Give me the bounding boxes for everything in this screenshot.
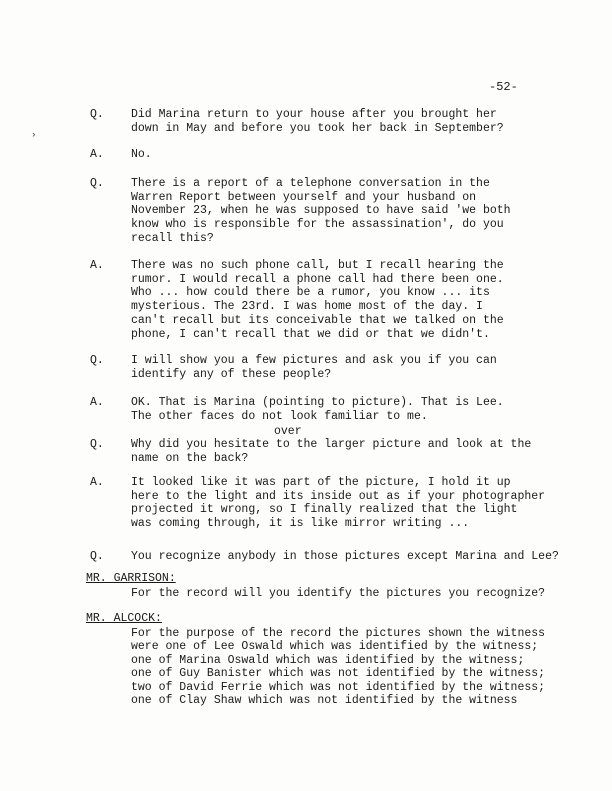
entry-label: Q. — [90, 108, 104, 121]
entry-text: No. — [131, 148, 152, 161]
entry-text: It looked like it was part of the picture, I hold it up here to the light and its inside out as if your photographer projected it wrong, so I finally realized that the light was coming through, it is like mirror writing ... — [131, 476, 546, 531]
entry-text: Why did you hesitate to the larger picture and look at the name on the back? — [131, 438, 532, 465]
entry-text: OK. That is Marina (pointing to picture). That is Lee. The other faces do not look familiar to me. — [131, 396, 504, 423]
entry-label: A. — [90, 476, 104, 489]
entry-text: You recognize anybody in those pictures except Marina and Lee? — [131, 550, 559, 563]
over-note: over — [274, 425, 302, 438]
speaker-statement: For the purpose of the record the pictures shown the witness were one of Lee Oswald which was identified by the witness; one of Marina Oswald which was identified by the witness; one of Guy Banister which was not identified by the witness; two of David Ferrie which was not identified by the witness; one of Clay Shaw which was not identified by the witness — [131, 627, 546, 708]
entry-text: Did Marina return to your house after you brought her down in May and before you took her back in September? — [131, 108, 504, 135]
entry-text: There was no such phone call, but I recall hearing the rumor. I would recall a phone call had there been one. Who ... how could there be a rumor, you know ... its mysterious. The 23rd. I was home most of the day. I can't recall but its conceivable that we talked on the phone, I can't recall that we did or that we didn't. — [131, 259, 504, 341]
entry-label: Q. — [90, 177, 104, 190]
entry-label: Q. — [90, 550, 104, 563]
entry-text: There is a report of a telephone conversation in the Warren Report between yourself and your husband on November 23, when he was supposed to have said 'we both know who is responsible for the assassination', do you recall this? — [131, 177, 511, 245]
entry-label: A. — [90, 148, 104, 161]
entry-label: A. — [90, 396, 104, 409]
speaker-name: MR. GARRISON: — [86, 572, 176, 585]
page-number: -52- — [489, 80, 518, 94]
margin-mark: › — [31, 130, 37, 140]
entry-label: A. — [90, 259, 104, 272]
entry-label: Q. — [90, 438, 104, 451]
speaker-name: MR. ALCOCK: — [86, 612, 162, 625]
entry-text: I will show you a few pictures and ask you if you can identify any of these people? — [131, 354, 497, 381]
entry-label: Q. — [90, 354, 104, 367]
speaker-statement: For the record will you identify the pictures you recognize? — [131, 587, 546, 600]
